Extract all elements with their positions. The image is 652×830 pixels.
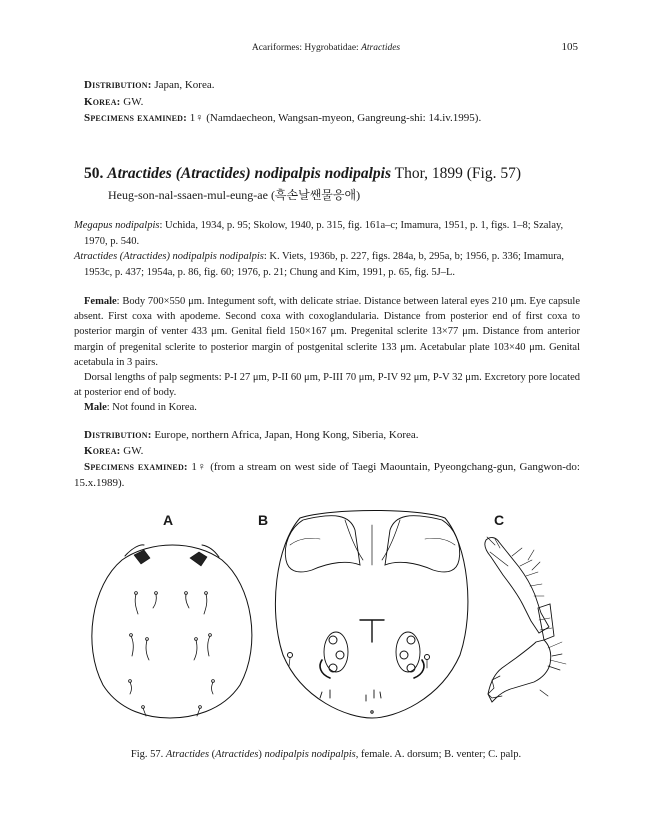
female-description: Female: Body 700×550 μm. Integument soft, with delicate striae. Distance between lateral eyes 210 μm. Eye capsule absent. First coxa with apodeme. Second coxa with coxoglandularia. Distance from posterior end of first coxa to posterior margin of venter 433 μm. Genital field 150×167 μm. Pregenital sclerite 13×77 μm. Distance from anterior margin of pregenital sclerite to posterior margin of postgenital sclerite 133 μm. Acetabular plate 103×40 μm. Genital acetabula in 3 pairs. — [74, 296, 580, 368]
dorsum-drawing — [92, 545, 252, 718]
figure-caption: Fig. 57. Atractides (Atractides) nodipalpis nodipalpis, female. A. dorsum; B. venter; C. palp. — [130, 749, 522, 760]
korean-common-name: Heug-son-nal-ssaen-mul-eung-ae (흑손날쌘물응애) — [108, 188, 361, 202]
figure-label-a: A — [163, 512, 174, 528]
figure-label-b: B — [258, 512, 269, 528]
page-number: 105 — [561, 41, 578, 53]
figure-label-c: C — [494, 512, 505, 528]
previous-species-distribution: Distribution: Japan, Korea. Korea: GW. Specimens examined: 1♀ (Namdaecheon, Wangsan-myeon, Gangreung-shi: 14.iv.1995). — [84, 79, 482, 124]
running-head: Acariformes: Hygrobatidae: Atractides — [251, 43, 401, 53]
venter-drawing — [275, 511, 468, 719]
species-name: Atractides (Atractides) nodipalpis nodipalpis — [107, 165, 392, 182]
species-heading: 50. Atractides (Atractides) nodipalpis nodipalpis Thor, 1899 (Fig. 57) — [84, 165, 521, 182]
palp-drawing — [485, 537, 566, 702]
running-head-genus: Atractides — [361, 43, 401, 53]
distribution-section: Distribution: Europe, northern Africa, Japan, Hong Kong, Siberia, Korea. Korea: GW. Specimens examined: 1♀ (from a stream on west side of Taegi Maountain, Pyeongchang-gun, Gangwon-do: 15.x.1989). — [74, 429, 580, 489]
synonym-entry: Atractides (Atractides) nodipalpis nodipalpis: K. Viets, 1936b, p. 227, figs. 284a, b, 295a, b; 1956, p. 336; Imamura, 1953c, p. 437; 1954a, p. 86, fig. 60; 1976, p. 21; Chung and Kim, 1991, p. 65, fig. 5J–L. — [74, 251, 565, 278]
palp-description: Dorsal lengths of palp segments: P-I 27 μm, P-II 60 μm, P-III 70 μm, P-IV 92 μm, P-V 32 μm. Excretory pore located at posterior end of body. — [74, 372, 580, 399]
synonym-entry: Megapus nodipalpis: Uchida, 1934, p. 95; Skolow, 1940, p. 315, fig. 161a–c; Imamura, 1951, p. 1, figs. 1–8; Szalay, 1970, p. 540. — [74, 220, 564, 247]
male-description: Male: Not found in Korea. — [84, 402, 197, 414]
